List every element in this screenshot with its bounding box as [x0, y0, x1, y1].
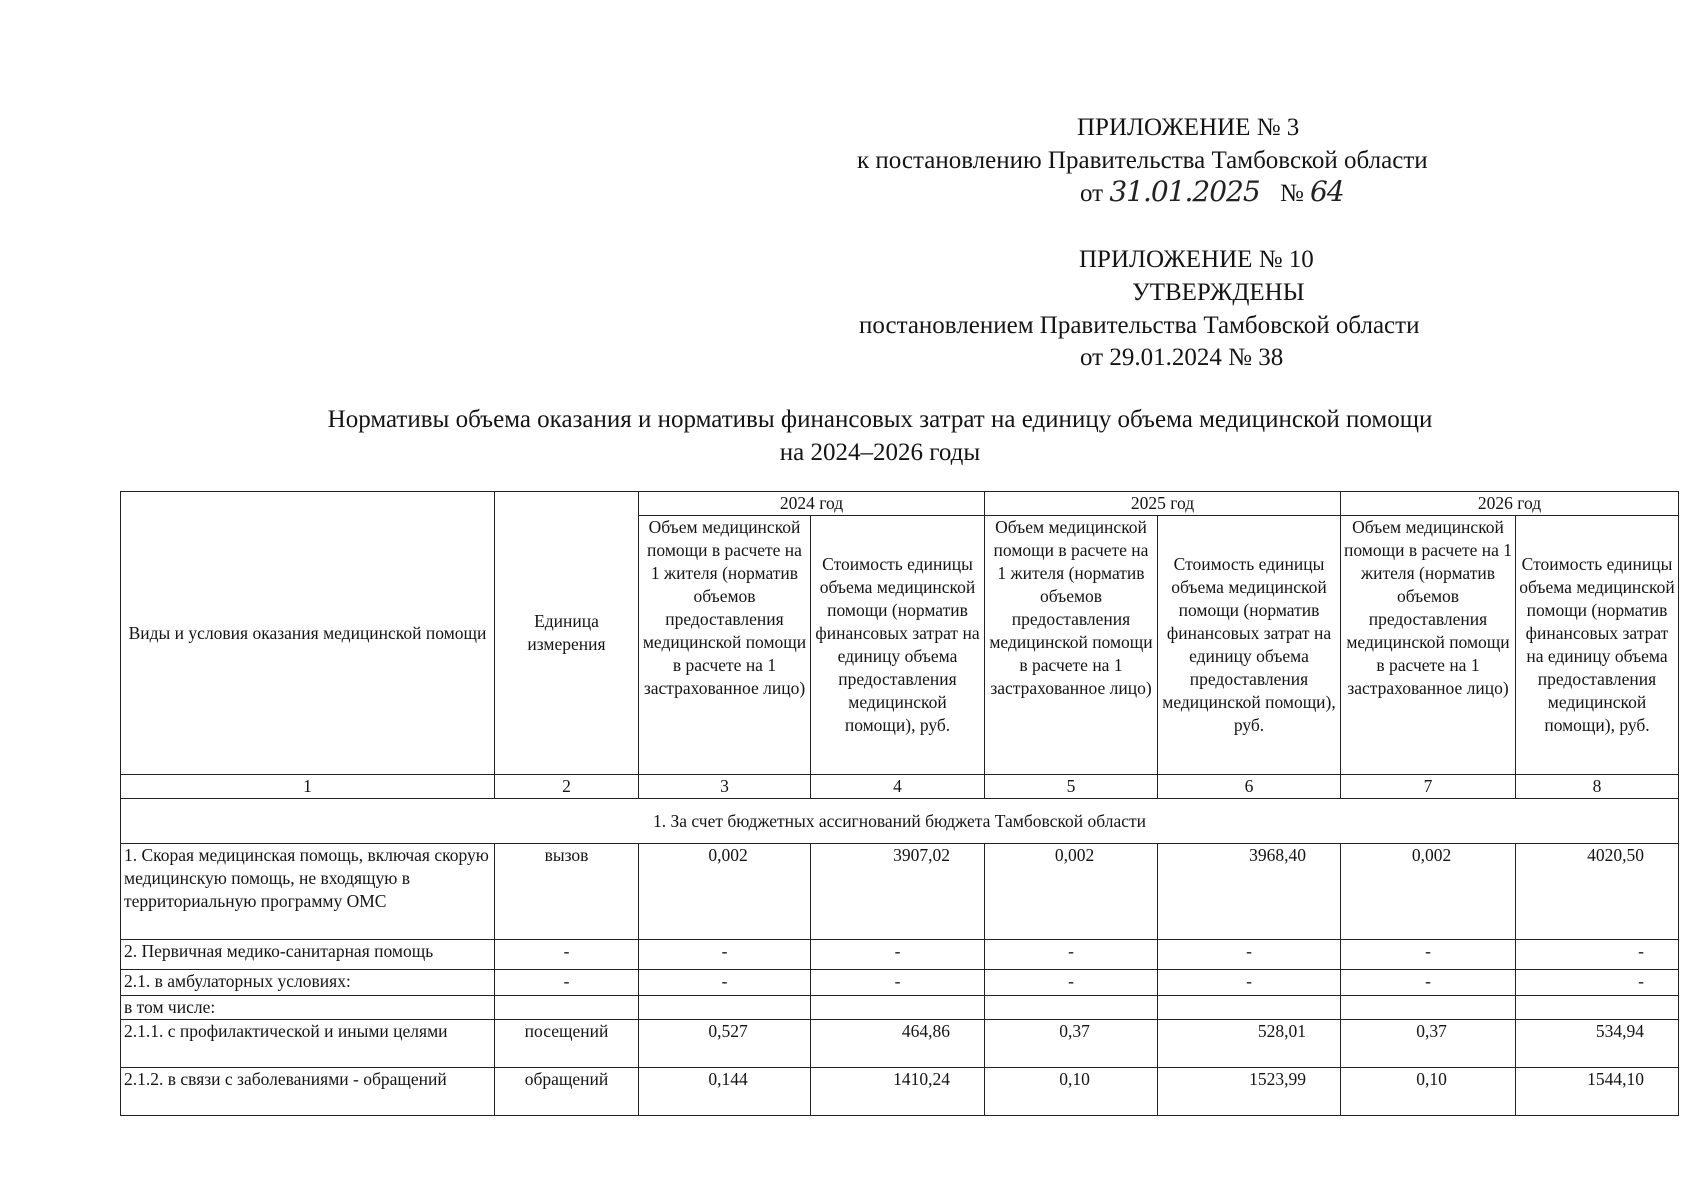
row-volume-2024: - [639, 940, 811, 970]
handwritten-number: 64 [1310, 175, 1344, 208]
column-number: 2 [495, 775, 639, 799]
row-name: в том числе: [121, 996, 495, 1020]
column-number: 8 [1516, 775, 1679, 799]
date-prefix: от [1080, 180, 1104, 207]
table-row [121, 996, 1679, 1020]
row-unit: посещений [495, 1020, 639, 1068]
approved-date: от 29.01.2024 № 38 [1080, 344, 1284, 371]
row-unit: - [495, 940, 639, 970]
section-row [121, 799, 1679, 844]
row-cost-2025: - [1158, 970, 1341, 996]
year-header-row [121, 492, 1679, 516]
document-subtitle: на 2024–2026 годы [779, 439, 981, 466]
row-volume-2025: 0,002 [985, 844, 1158, 940]
column-header-volume-2025: Объем медицинской помощи в расчете на 1 жителя (норматив объемов предоставления медицинской помощи в расчете на 1 застрахованное лицо) [985, 516, 1158, 775]
year-2026: 2026 год [1341, 492, 1679, 516]
row-volume-2026: 0,002 [1341, 844, 1516, 940]
appendix-3-reference: к постановлению Правительства Тамбовской области [857, 147, 1428, 174]
column-header-kind: Виды и условия оказания медицинской помощи [121, 492, 495, 775]
row-cost-2025: 528,01 [1158, 1020, 1341, 1068]
row-cost-2026 [1516, 996, 1679, 1020]
column-number-row [121, 775, 1679, 799]
approved-label: УТВЕРЖДЕНЫ [1132, 279, 1305, 306]
row-name: 1. Скорая медицинская помощь, включая скорую медицинскую помощь, не входящую в территориальную программу ОМС [121, 844, 495, 940]
row-unit: вызов [495, 844, 639, 940]
row-unit: - [495, 970, 639, 996]
row-volume-2024: 0,144 [639, 1068, 811, 1116]
row-volume-2026: - [1341, 940, 1516, 970]
row-cost-2025: 1523,99 [1158, 1068, 1341, 1116]
row-cost-2025: 3968,40 [1158, 844, 1341, 940]
row-volume-2024: 0,527 [639, 1020, 811, 1068]
year-2024: 2024 год [639, 492, 985, 516]
column-header-cost-2025: Стоимость единицы объема медицинской помощи (норматив финансовых затрат на единицу объема предоставления медицинской помощи), руб. [1158, 516, 1341, 775]
handwritten-date: 31.01.2025 [1109, 175, 1260, 208]
column-header-volume-2024: Объем медицинской помощи в расчете на 1 жителя (норматив объемов предоставления медицинской помощи в расчете на 1 застрахованное лицо) [639, 516, 811, 775]
year-2025: 2025 год [985, 492, 1341, 516]
number-prefix: № [1279, 180, 1304, 207]
row-cost-2026: - [1516, 970, 1679, 996]
row-cost-2025: - [1158, 940, 1341, 970]
row-volume-2025: - [985, 940, 1158, 970]
column-number: 5 [985, 775, 1158, 799]
row-volume-2026: 0,37 [1341, 1020, 1516, 1068]
appendix-10-title: ПРИЛОЖЕНИЕ № 10 [1079, 246, 1314, 273]
row-cost-2024: - [811, 970, 985, 996]
row-name: 2.1. в амбулаторных условиях: [121, 970, 495, 996]
row-cost-2024: - [811, 940, 985, 970]
document-title: Нормативы объема оказания и нормативы финансовых затрат на единицу объема медицинской помощи [327, 406, 1433, 433]
column-number: 4 [811, 775, 985, 799]
column-number: 1 [121, 775, 495, 799]
row-cost-2024: 3907,02 [811, 844, 985, 940]
section-title: 1. За счет бюджетных ассигнований бюджета Тамбовской области [121, 799, 1679, 844]
row-volume-2024: - [639, 970, 811, 996]
table-row [121, 1020, 1679, 1068]
column-number: 3 [639, 775, 811, 799]
row-volume-2024: 0,002 [639, 844, 811, 940]
row-cost-2026: 4020,50 [1516, 844, 1679, 940]
row-unit [495, 996, 639, 1020]
table-row [121, 1068, 1679, 1116]
row-volume-2024 [639, 996, 811, 1020]
row-cost-2024: 464,86 [811, 1020, 985, 1068]
row-cost-2025 [1158, 996, 1341, 1020]
column-header-cost-2026: Стоимость единицы объема медицинской помощи (норматив финансовых затрат на единицу объема предоставления медицинской помощи), руб. [1516, 516, 1679, 775]
row-name: 2.1.2. в связи с заболеваниями - обращений [121, 1068, 495, 1116]
row-volume-2026: 0,10 [1341, 1068, 1516, 1116]
row-volume-2025 [985, 996, 1158, 1020]
appendix-3-title: ПРИЛОЖЕНИЕ № 3 [1077, 114, 1300, 141]
column-number: 7 [1341, 775, 1516, 799]
row-cost-2024: 1410,24 [811, 1068, 985, 1116]
row-volume-2025: - [985, 970, 1158, 996]
table-row [121, 940, 1679, 970]
row-cost-2026: 534,94 [1516, 1020, 1679, 1068]
row-cost-2026: 1544,10 [1516, 1068, 1679, 1116]
row-volume-2026 [1341, 996, 1516, 1020]
approved-by: постановлением Правительства Тамбовской области [859, 312, 1420, 339]
row-name: 2. Первичная медико-санитарная помощь [121, 940, 495, 970]
row-name: 2.1.1. с профилактической и иными целями [121, 1020, 495, 1068]
row-cost-2024 [811, 996, 985, 1020]
appendix-3-date-line [1080, 176, 1344, 210]
row-volume-2025: 0,37 [985, 1020, 1158, 1068]
row-volume-2025: 0,10 [985, 1068, 1158, 1116]
column-header-unit: Единица измерения [495, 492, 639, 775]
norms-table [120, 491, 1679, 1116]
column-header-volume-2026: Объем медицинской помощи в расчете на 1 жителя (норматив объемов предоставления медицинской помощи в расчете на 1 застрахованное лицо) [1341, 516, 1516, 775]
row-cost-2026: - [1516, 940, 1679, 970]
row-volume-2026: - [1341, 970, 1516, 996]
column-number: 6 [1158, 775, 1341, 799]
table-row [121, 844, 1679, 940]
column-header-cost-2024: Стоимость единицы объема медицинской помощи (норматив финансовых затрат на единицу объема предоставления медицинской помощи), руб. [811, 516, 985, 775]
row-unit: обращений [495, 1068, 639, 1116]
table-row [121, 970, 1679, 996]
